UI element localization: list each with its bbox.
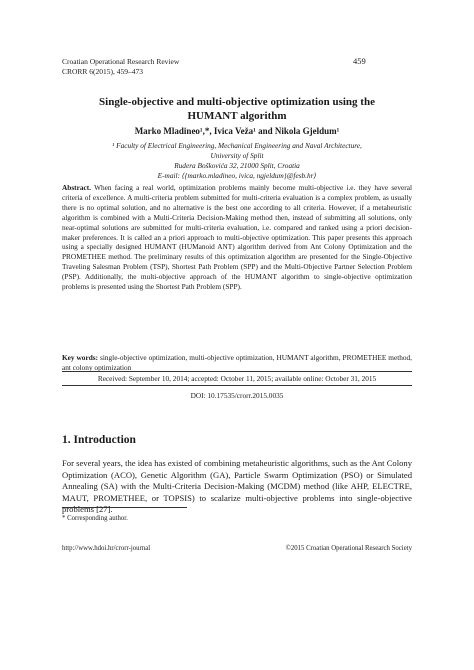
page-number: 459	[353, 56, 366, 66]
keywords-label: Key words:	[62, 353, 99, 362]
affiliation	[62, 141, 412, 181]
journal-header	[62, 57, 179, 77]
keywords-text: single-objective optimization, multi-objective optimization, HUMANT algorithm, PROMETHEE method, ant colony optimization	[62, 353, 412, 372]
journal-name: Croatian Operational Research Review	[62, 57, 180, 66]
footnote-divider	[62, 507, 187, 508]
affiliation-line-3: Rudera Boškovića 32, 21000 Split, Croatia	[174, 161, 300, 170]
footer-copyright: ©2015 Croatian Operational Research Society	[285, 545, 412, 552]
affiliation-line-1: ¹ Faculty of Electrical Engineering, Mechanical Engineering and Naval Architecture,	[112, 141, 362, 150]
abstract-label: Abstract.	[62, 183, 91, 192]
doi: DOI: 10.17535/crorr.2015.0035	[190, 391, 284, 400]
received-dates: Received: September 10, 2014; accepted: October 11, 2015; available online: October 31, 2015	[97, 374, 377, 383]
divider-top	[62, 371, 412, 372]
paper-title	[62, 95, 412, 123]
keywords	[62, 353, 412, 373]
title-line-1: Single-objective and multi-objective optimization using the	[99, 96, 375, 108]
affiliation-line-2: University of Split	[210, 151, 264, 160]
footer-url: http://www.hdoi.hr/crorr-journal	[62, 545, 151, 552]
section-heading: 1. Introduction	[62, 434, 136, 446]
journal-ref: CRORR 6(2015), 459–473	[62, 67, 144, 76]
abstract	[62, 183, 412, 292]
title-line-2: HUMANT algorithm	[187, 110, 287, 122]
section-body: For several years, the idea has existed of combining metaheuristic algorithms, such as the Ant Colony Optimization (ACO), Genetic Algorithm (GA), Particle Swarm Optimization (PSO) or Simulated Annealing (SA) with the Multi-Criteria Decision-Making (MCDM) method (like AHP, ELECTRE, MAUT, PROMETHEE, or TOPSIS) to scalarize multi-objective problems into single-objective problems [27].	[62, 458, 412, 515]
authors: Marko Mladineo¹,*, Ivica Veža¹ and Nikola Gjeldum¹	[134, 126, 340, 136]
footnote: * Corresponding author.	[62, 515, 128, 522]
abstract-text: When facing a real world, optimization problems mainly become multi-objective i.e. they have several criteria of excellence. A multi-criteria problem submitted for multi-criteria evaluation is a complex problem, as usually there is no optimal solution, and no alternative is the best one according to all criteria. However, if a metaheuristic algorithm is combined with a Multi-Criteria Decision-Making method then, instead of submitting all solutions, only near-optimal solutions are submitted for multi-criteria evaluation, i.e. compared and ranked using a priori decision-maker preferences. It is called an a priori approach to multi-objective optimization. This paper presents this approach using a specially designed HUMANT (HUManoid ANT) algorithm derived from Ant Colony Optimization and the PROMETHEE method. The preliminary results of this optimization algorithm are presented for the Single-Objective Traveling Salesman Problem (TSP), Shortest Path Problem (SPP) and the Multi-Objective Partner Selection Problem (PSP). Additionally, the multi-objective approach of the HUMANT algorithm to single-objective optimization problems is presented using the Shortest Path Problem (SPP).	[62, 183, 412, 292]
affiliation-email: E-mail: ⟨{marko.mladineo, ivica, ngjeldum}@fesb.hr⟩	[157, 171, 317, 180]
divider-bottom	[62, 385, 412, 386]
